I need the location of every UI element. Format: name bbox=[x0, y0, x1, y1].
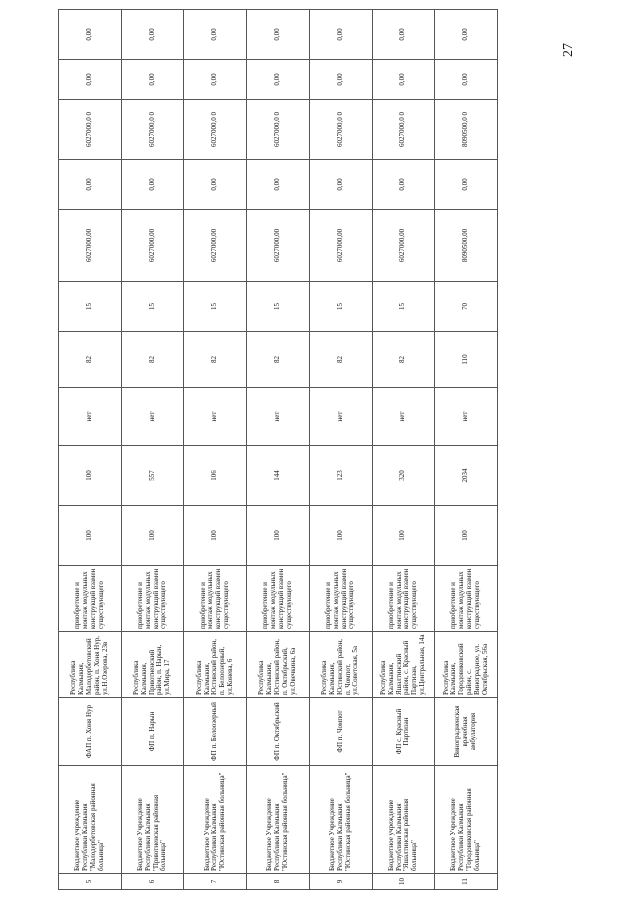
page-number-text: 27 bbox=[561, 43, 576, 57]
cell-name: ФП п. Нарын bbox=[121, 698, 184, 766]
cell-addr: Республика Калмыкия, Малодербетовский район, п. Хоня Нур, ул.Н.Озерова, 23в bbox=[59, 632, 122, 698]
cell-org: Бюджетное Учреждение Республики Калмыкия "Приютненская районная больница" bbox=[121, 766, 184, 874]
cell-time: 15 bbox=[372, 282, 435, 332]
cell-dist: 82 bbox=[247, 332, 310, 388]
cell-time: 15 bbox=[121, 282, 184, 332]
cell-c5: 0,00 bbox=[121, 10, 184, 60]
cell-pct: 100 bbox=[309, 506, 372, 566]
cell-name: Виноградненская врачебная амбулатория bbox=[435, 698, 498, 766]
cell-num: 7 bbox=[184, 874, 247, 890]
cell-num: 9 bbox=[309, 874, 372, 890]
cell-pct: 100 bbox=[121, 506, 184, 566]
cell-pop: 2034 bbox=[435, 446, 498, 506]
cell-c2: 0,00 bbox=[247, 160, 310, 210]
cell-name: ФП п. Октябрьский bbox=[247, 698, 310, 766]
cell-work: приобретение и монтаж модульных конструкций взамен существующего bbox=[372, 566, 435, 632]
cell-num: 6 bbox=[121, 874, 184, 890]
cell-c3: 8090500,0 0 bbox=[435, 100, 498, 160]
cell-time: 15 bbox=[59, 282, 122, 332]
cell-dist: 110 bbox=[435, 332, 498, 388]
cell-org: Бюджетное Учреждение Республики Калмыкия "Юстинская районная больница" bbox=[247, 766, 310, 874]
cell-addr: Республика Калмыкия, Юстинский район, п. Белоозерный, ул.Конева, 6 bbox=[184, 632, 247, 698]
cell-time: 70 bbox=[435, 282, 498, 332]
cell-c5: 0,00 bbox=[435, 10, 498, 60]
cell-c2: 0,00 bbox=[435, 160, 498, 210]
cell-pct: 100 bbox=[59, 506, 122, 566]
cell-work: приобретение и монтаж модульных конструкций взамен существующего bbox=[309, 566, 372, 632]
cell-avail: нет bbox=[247, 388, 310, 446]
cell-work: приобретение и монтаж модульных конструкций взамен существующего bbox=[247, 566, 310, 632]
cell-c3: 6027000,0 0 bbox=[372, 100, 435, 160]
cell-name: ФП п. Белоозерный bbox=[184, 698, 247, 766]
table-row bbox=[184, 10, 247, 890]
cell-num: 5 bbox=[59, 874, 122, 890]
cell-num: 8 bbox=[247, 874, 310, 890]
cell-c3: 6027000,0 0 bbox=[59, 100, 122, 160]
table-row bbox=[59, 10, 122, 890]
cell-c3: 6027000,0 0 bbox=[247, 100, 310, 160]
cell-c2: 0,00 bbox=[372, 160, 435, 210]
cell-avail: нет bbox=[309, 388, 372, 446]
cell-avail: нет bbox=[372, 388, 435, 446]
cell-c4: 0,00 bbox=[59, 60, 122, 100]
cell-pop: 123 bbox=[309, 446, 372, 506]
cell-pct: 100 bbox=[247, 506, 310, 566]
cell-c1: 6027000,00 bbox=[309, 210, 372, 282]
cell-addr: Республика Калмыкия, Юстинский район, п. Чомпот, ул.Советская, 5а bbox=[309, 632, 372, 698]
cell-c2: 0,00 bbox=[309, 160, 372, 210]
cell-c2: 0,00 bbox=[59, 160, 122, 210]
cell-org: Бюджетное учреждение Республики Калмыкия "Яшалтинская районная больница" bbox=[372, 766, 435, 874]
cell-addr: Республика Калмыкия, Приютненский район, п. Нарын, ул.Мира, 17 bbox=[121, 632, 184, 698]
cell-work: приобретение и монтаж модульных конструкций взамен существующего bbox=[184, 566, 247, 632]
cell-pop: 144 bbox=[247, 446, 310, 506]
cell-dist: 82 bbox=[309, 332, 372, 388]
cell-dist: 82 bbox=[121, 332, 184, 388]
cell-c5: 0,00 bbox=[309, 10, 372, 60]
table-row bbox=[372, 10, 435, 890]
cell-c4: 0,00 bbox=[435, 60, 498, 100]
cell-dist: 82 bbox=[59, 332, 122, 388]
cell-c1: 6027000,00 bbox=[372, 210, 435, 282]
cell-num: 10 bbox=[372, 874, 435, 890]
cell-time: 15 bbox=[247, 282, 310, 332]
cell-c3: 6027000,0 0 bbox=[184, 100, 247, 160]
cell-pct: 100 bbox=[372, 506, 435, 566]
cell-time: 15 bbox=[309, 282, 372, 332]
cell-c5: 0,00 bbox=[247, 10, 310, 60]
cell-c1: 6027000,00 bbox=[59, 210, 122, 282]
table-row bbox=[435, 10, 498, 890]
cell-c1: 6027000,00 bbox=[121, 210, 184, 282]
cell-c1: 6027000,00 bbox=[184, 210, 247, 282]
cell-addr: Республика Калмыкия, Городовиковский район, с. Виноградное, ул. Октябрьская, 56а bbox=[435, 632, 498, 698]
cell-c4: 0,00 bbox=[309, 60, 372, 100]
cell-avail: нет bbox=[435, 388, 498, 446]
cell-avail: нет bbox=[184, 388, 247, 446]
table-row bbox=[309, 10, 372, 890]
cell-dist: 82 bbox=[184, 332, 247, 388]
cell-org: Бюджетное Учреждение Республики Калмыкия "Юстинская районная больница" bbox=[184, 766, 247, 874]
cell-c1: 8090500,00 bbox=[435, 210, 498, 282]
cell-name: ФП с. Красный Партизан bbox=[372, 698, 435, 766]
cell-num: 11 bbox=[435, 874, 498, 890]
cell-work: приобретение и монтаж модульных конструкций взамен существующего bbox=[59, 566, 122, 632]
table-row bbox=[247, 10, 310, 890]
facilities-table bbox=[58, 9, 498, 890]
cell-name: ФАП п. Хоня Нур bbox=[59, 698, 122, 766]
cell-org: Бюджетное учреждение Республики Калмыкия "Малодербетовская районная больница" bbox=[59, 766, 122, 874]
cell-c4: 0,00 bbox=[121, 60, 184, 100]
cell-c4: 0,00 bbox=[372, 60, 435, 100]
table-row bbox=[121, 10, 184, 890]
cell-avail: нет bbox=[59, 388, 122, 446]
cell-c5: 0,00 bbox=[59, 10, 122, 60]
cell-c2: 0,00 bbox=[184, 160, 247, 210]
cell-pop: 320 bbox=[372, 446, 435, 506]
cell-c1: 6027000,00 bbox=[247, 210, 310, 282]
cell-dist: 82 bbox=[372, 332, 435, 388]
cell-c4: 0,00 bbox=[247, 60, 310, 100]
cell-c5: 0,00 bbox=[184, 10, 247, 60]
cell-org: Бюджетное Учреждение Республики Калмыкия "Юстинская районная больница" bbox=[309, 766, 372, 874]
cell-c2: 0,00 bbox=[121, 160, 184, 210]
cell-addr: Республика Калмыкия, Юстинский район, п. Октябрьский, ул.Овечкина, 6а bbox=[247, 632, 310, 698]
cell-c4: 0,00 bbox=[184, 60, 247, 100]
cell-name: ФП п. Чомпот bbox=[309, 698, 372, 766]
cell-time: 15 bbox=[184, 282, 247, 332]
page-number bbox=[555, 30, 583, 70]
cell-addr: Республика Калмыкия, Яшалтинский район, с. Красный Партизан, ул.Центральная, 14а bbox=[372, 632, 435, 698]
cell-pct: 100 bbox=[435, 506, 498, 566]
cell-pop: 100 bbox=[59, 446, 122, 506]
cell-c3: 6027000,0 0 bbox=[309, 100, 372, 160]
rotated-table-frame bbox=[58, 30, 498, 890]
cell-c5: 0,00 bbox=[372, 10, 435, 60]
cell-avail: нет bbox=[121, 388, 184, 446]
cell-work: приобретение и монтаж модульных конструкций взамен существующего bbox=[121, 566, 184, 632]
cell-pop: 557 bbox=[121, 446, 184, 506]
cell-org: Бюджетное Учреждение Республики Калмыкия "Городовиковская районная больница" bbox=[435, 766, 498, 874]
cell-c3: 6027000,0 0 bbox=[121, 100, 184, 160]
cell-pct: 100 bbox=[184, 506, 247, 566]
cell-pop: 106 bbox=[184, 446, 247, 506]
cell-work: приобретение и монтаж модульных конструкций взамен существующего bbox=[435, 566, 498, 632]
